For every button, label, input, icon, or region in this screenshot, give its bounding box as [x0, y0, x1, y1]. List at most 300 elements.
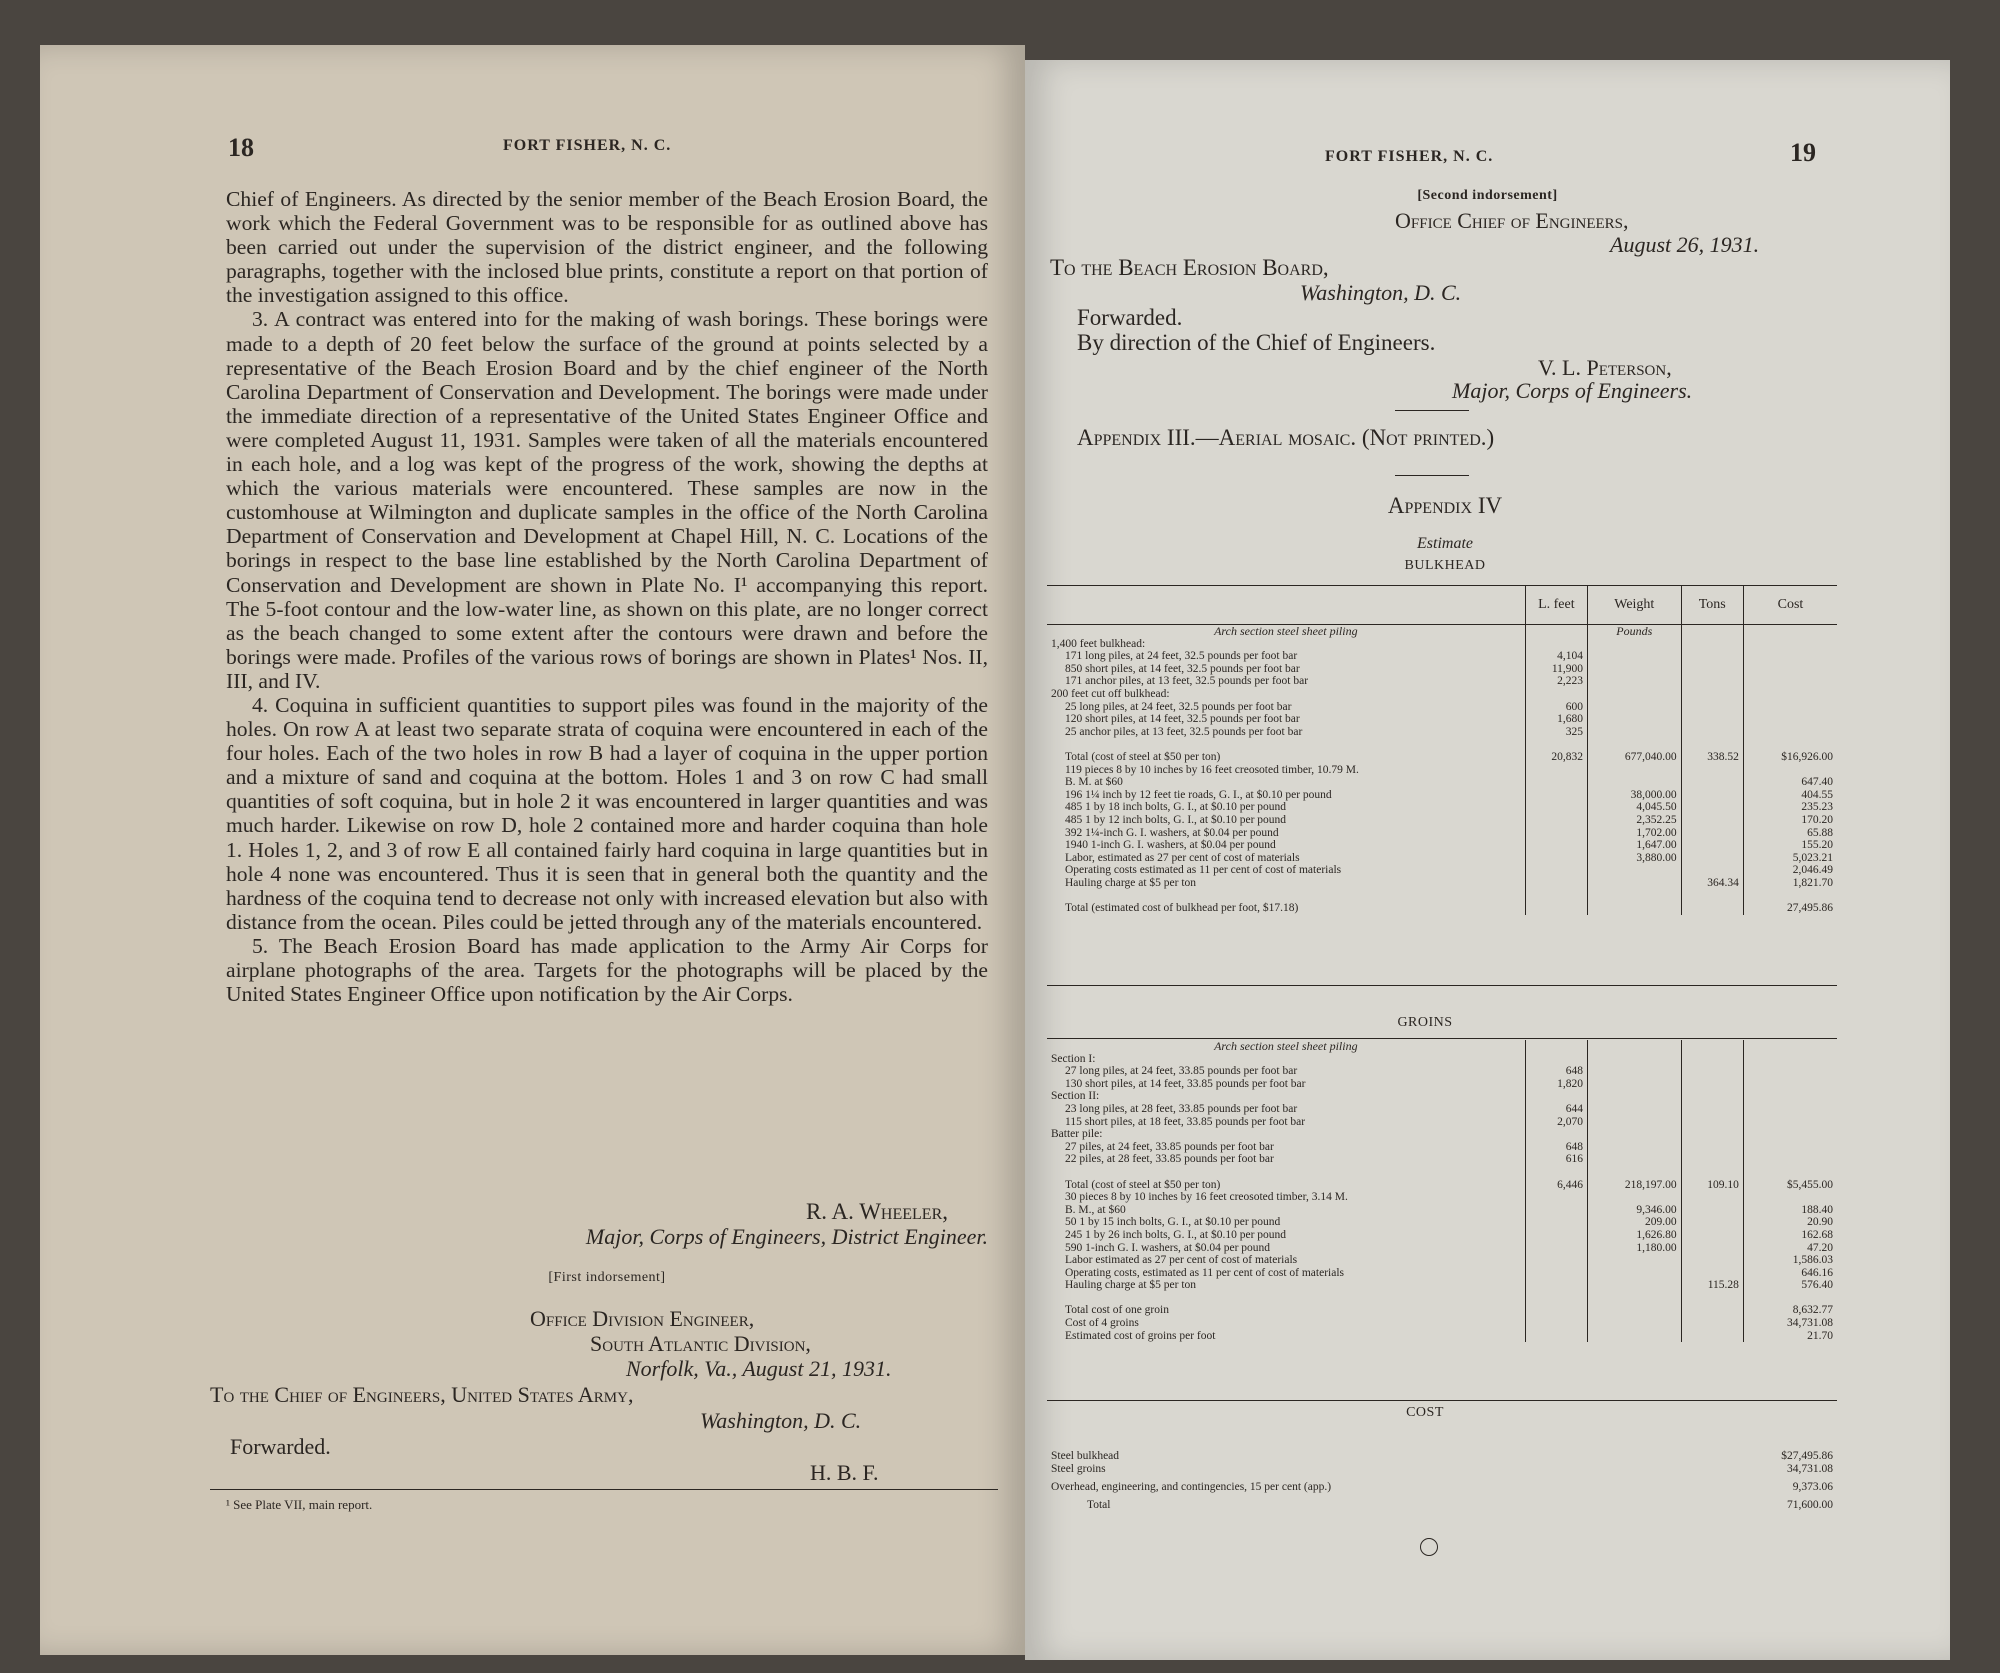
- bulkhead-cell-label: 1,400 feet bulkhead:: [1051, 637, 1146, 650]
- groin-cell-cost: [1743, 1116, 1837, 1129]
- groin-cell-label: [1047, 1166, 1525, 1179]
- bulkhead-cell-lf: [1525, 877, 1587, 890]
- bulkhead-row: [1047, 827, 1837, 840]
- groin-cell-lf: [1525, 1216, 1587, 1229]
- bulkhead-cell-cost: [1743, 713, 1837, 726]
- groin-cell-label: Hauling charge at $5 per ton: [1065, 1279, 1197, 1292]
- bulkhead-cell-label: Hauling charge at $5 per ton: [1065, 876, 1197, 889]
- groin-row: [1047, 1242, 1837, 1255]
- groin-cell-lf: 6,446: [1525, 1179, 1587, 1192]
- groin-row: [1047, 1304, 1837, 1317]
- groin-cell-label: Total cost of one groin: [1065, 1304, 1169, 1317]
- col-header-weight: Weight: [1588, 586, 1682, 625]
- groin-cell-cost: [1743, 1141, 1837, 1154]
- bulkhead-cell-tons: [1681, 814, 1743, 827]
- groin-cell-cost: 8,632.77: [1743, 1304, 1837, 1317]
- groin-row: [1047, 1153, 1837, 1166]
- bulkhead-cell-lf: [1525, 801, 1587, 814]
- col-header-cost: Cost: [1743, 586, 1837, 625]
- groin-cell-tons: [1681, 1166, 1743, 1179]
- section-title-row: [1047, 625, 1837, 638]
- cost-row: [1047, 1450, 1837, 1463]
- groin-cell-cost: [1743, 1103, 1837, 1116]
- groin-cell-cost: [1743, 1166, 1837, 1179]
- bulkhead-cell-wt: [1588, 638, 1682, 651]
- bulkhead-cell-wt: [1588, 877, 1682, 890]
- groin-cell-label: B. M., at $60: [1065, 1203, 1126, 1216]
- running-head: FORT FISHER, N. C.: [503, 137, 672, 154]
- groin-cell-wt: [1588, 1267, 1682, 1280]
- cost-value: 9,373.06: [1792, 1480, 1833, 1493]
- groin-cell-wt: [1588, 1166, 1682, 1179]
- bulkhead-row: [1047, 852, 1837, 865]
- bulkhead-cell-cost: [1743, 650, 1837, 663]
- groin-cell-wt: 9,346.00: [1588, 1204, 1682, 1217]
- bulkhead-cell-label: 171 anchor piles, at 13 feet, 32.5 pounds per foot bar: [1065, 675, 1309, 688]
- bulkhead-cell-lf: [1525, 902, 1587, 915]
- groins-estimate-table: [1047, 1040, 1837, 1342]
- bulkhead-cell-wt: [1588, 713, 1682, 726]
- bulkhead-cell-lf: [1525, 889, 1587, 902]
- groin-cell-wt: [1588, 1053, 1682, 1066]
- bulkhead-cell-cost: [1743, 638, 1837, 651]
- bulkhead-row: [1047, 776, 1837, 789]
- bulkhead-row: [1047, 764, 1837, 777]
- groin-cell-label: Total (cost of steel at $50 per ton): [1065, 1178, 1221, 1191]
- bulkhead-cell-wt: [1588, 889, 1682, 902]
- bulkhead-cell-lf: [1525, 789, 1587, 802]
- bulkhead-cell-cost: [1743, 889, 1837, 902]
- groin-cell-cost: 188.40: [1743, 1204, 1837, 1217]
- groin-cell-wt: 218,197.00: [1588, 1179, 1682, 1192]
- groin-row: [1047, 1179, 1837, 1192]
- groin-cell-wt: [1588, 1317, 1682, 1330]
- groin-cell-label: 30 pieces 8 by 10 inches by 16 feet creosoted timber, 3.14 M.: [1065, 1191, 1348, 1204]
- groin-cell-wt: [1588, 1330, 1682, 1343]
- bulkhead-cell-lf: [1525, 688, 1587, 701]
- office-name: Office Chief of Engineers,: [1395, 208, 1629, 233]
- bulkhead-cell-wt: [1588, 675, 1682, 688]
- groin-cell-tons: [1681, 1128, 1743, 1141]
- bulkhead-cell-label: B. M. at $60: [1065, 776, 1123, 789]
- paragraph-5: 5. The Beach Erosion Board has made application to the Army Air Corps for airplane photographs of the area. Targets for the photographs will be placed by the United States Engineer Office upon notification by the Air Corps.: [226, 933, 988, 1007]
- cost-rule: [1047, 1400, 1837, 1401]
- bulkhead-cell-lf: 2,223: [1525, 675, 1587, 688]
- groin-cell-lf: [1525, 1090, 1587, 1103]
- groin-cell-tons: [1681, 1267, 1743, 1280]
- groin-cell-wt: [1588, 1090, 1682, 1103]
- bulkhead-row: [1047, 701, 1837, 714]
- first-indorsement-label: [First indorsement]: [548, 1270, 666, 1285]
- bulkhead-row: [1047, 839, 1837, 852]
- bulkhead-cell-lf: 1,680: [1525, 713, 1587, 726]
- bulkhead-cell-label: [1047, 738, 1525, 751]
- bulkhead-cell-label: 120 short piles, at 14 feet, 32.5 pounds per foot bar: [1065, 713, 1300, 726]
- estimate-subtitle: Estimate: [1417, 535, 1473, 552]
- groin-cell-label: [1047, 1292, 1525, 1305]
- bulkhead-cell-wt: 2,352.25: [1588, 814, 1682, 827]
- groin-cell-lf: 644: [1525, 1103, 1587, 1116]
- groin-row: [1047, 1065, 1837, 1078]
- signature-title: Major, Corps of Engineers, District Engineer.: [585, 1224, 988, 1249]
- groin-cell-lf: [1525, 1191, 1587, 1204]
- signature-name: R. A. Wheeler,: [805, 1199, 948, 1224]
- bulkhead-cell-cost: 5,023.21: [1743, 852, 1837, 865]
- blank-header-cell: [1047, 586, 1525, 625]
- bulkhead-cell-cost: [1743, 701, 1837, 714]
- groin-cell-wt: [1588, 1254, 1682, 1267]
- appendix-4-title: Appendix IV: [1387, 493, 1503, 518]
- bulkhead-cell-label: Total (cost of steel at $50 per ton): [1065, 750, 1221, 763]
- groin-cell-lf: 616: [1525, 1153, 1587, 1166]
- table-header-row: [1047, 586, 1837, 625]
- groin-cell-tons: [1681, 1330, 1743, 1343]
- groin-cell-cost: 576.40: [1743, 1279, 1837, 1292]
- right-page: [1025, 60, 1950, 1660]
- groin-cell-lf: [1525, 1330, 1587, 1343]
- groin-cell-tons: [1681, 1317, 1743, 1330]
- groin-cell-tons: [1681, 1065, 1743, 1078]
- bulkhead-cell-label: 200 feet cut off bulkhead:: [1051, 687, 1170, 700]
- bulkhead-cell-tons: [1681, 852, 1743, 865]
- to-place: Washington, D. C.: [700, 1408, 862, 1433]
- groin-cell-cost: 47.20: [1743, 1242, 1837, 1255]
- bulkhead-cell-cost: [1743, 738, 1837, 751]
- groin-row: [1047, 1053, 1837, 1066]
- bulkhead-row: [1047, 713, 1837, 726]
- office-line-3: Norfolk, Va., August 21, 1931.: [626, 1356, 892, 1381]
- groin-cell-label: 130 short piles, at 14 feet, 33.85 pounds per foot bar: [1065, 1077, 1306, 1090]
- bulkhead-cell-tons: [1681, 688, 1743, 701]
- paragraph-intro: Chief of Engineers. As directed by the senior member of the Beach Erosion Board, the work which the Federal Government was to be responsible for as outlined above has been carried out under the supervision of the district engineer, and the following paragraphs, together with the inclosed blue prints, constitute a report on that portion of the investigation assigned to this office.: [226, 187, 988, 308]
- groin-cell-label: Estimated cost of groins per foot: [1065, 1329, 1216, 1342]
- cost-row: [1047, 1463, 1837, 1476]
- bulkhead-cell-tons: [1681, 902, 1743, 915]
- groin-row: [1047, 1254, 1837, 1267]
- bulkhead-row: [1047, 751, 1837, 764]
- groin-cell-tons: [1681, 1242, 1743, 1255]
- groin-cell-tons: [1681, 1304, 1743, 1317]
- groin-row: [1047, 1229, 1837, 1242]
- groin-cell-wt: [1588, 1292, 1682, 1305]
- groin-row: [1047, 1292, 1837, 1305]
- groin-cell-label: 22 piles, at 28 feet, 33.85 pounds per foot bar: [1065, 1153, 1274, 1166]
- groin-cell-label: 23 long piles, at 28 feet, 33.85 pounds per foot bar: [1065, 1102, 1298, 1115]
- bulkhead-cell-wt: [1588, 688, 1682, 701]
- bulkhead-cell-wt: 677,040.00: [1588, 751, 1682, 764]
- bulkhead-cell-label: 850 short piles, at 14 feet, 32.5 pounds per foot bar: [1065, 662, 1300, 675]
- bulkhead-cell-tons: [1681, 827, 1743, 840]
- cost-heading: COST: [1406, 1405, 1444, 1420]
- groin-row: [1047, 1128, 1837, 1141]
- bulkhead-cell-tons: [1681, 889, 1743, 902]
- groin-cell-wt: [1588, 1116, 1682, 1129]
- bulkhead-cell-wt: 1,647.00: [1588, 839, 1682, 852]
- bulkhead-cell-label: 25 long piles, at 24 feet, 32.5 pounds per foot bar: [1065, 700, 1292, 713]
- groin-row: [1047, 1116, 1837, 1129]
- groin-cell-label: Batter pile:: [1051, 1128, 1103, 1141]
- bulkhead-cell-lf: 325: [1525, 726, 1587, 739]
- bulkhead-cell-tons: 364.34: [1681, 877, 1743, 890]
- bulkhead-row: [1047, 688, 1837, 701]
- bulkhead-row: [1047, 864, 1837, 877]
- groin-cell-cost: [1743, 1053, 1837, 1066]
- to-line: To the Beach Erosion Board,: [1050, 255, 1329, 280]
- groin-cell-tons: [1681, 1116, 1743, 1129]
- bulkhead-cell-lf: [1525, 814, 1587, 827]
- groin-cell-cost: [1743, 1065, 1837, 1078]
- bulkhead-cell-label: 25 anchor piles, at 13 feet, 32.5 pounds per foot bar: [1065, 725, 1303, 738]
- bulkhead-cell-lf: [1525, 764, 1587, 777]
- bulkhead-cell-label: [1047, 889, 1525, 902]
- groin-cell-wt: 1,626.80: [1588, 1229, 1682, 1242]
- forwarded-text: Forwarded.: [230, 1434, 331, 1459]
- groin-cell-label: 50 1 by 15 inch bolts, G. I., at $0.10 per pound: [1065, 1216, 1281, 1229]
- bulkhead-row: [1047, 801, 1837, 814]
- bulkhead-cell-wt: [1588, 764, 1682, 777]
- groin-cell-cost: [1743, 1128, 1837, 1141]
- left-page: [40, 45, 1025, 1655]
- groin-cell-cost: [1743, 1090, 1837, 1103]
- groin-cell-tons: [1681, 1229, 1743, 1242]
- left-body-text: [226, 187, 988, 1006]
- bulkhead-cell-cost: [1743, 726, 1837, 739]
- footnote-rule: [210, 1489, 998, 1490]
- cost-label: Overhead, engineering, and contingencies, 15 per cent (app.): [1051, 1480, 1332, 1493]
- groin-cell-lf: [1525, 1317, 1587, 1330]
- bulkhead-cell-tons: [1681, 738, 1743, 751]
- groin-cell-lf: [1525, 1267, 1587, 1280]
- bulkhead-cell-lf: [1525, 839, 1587, 852]
- groin-cell-lf: [1525, 1204, 1587, 1217]
- bulkhead-row: [1047, 789, 1837, 802]
- bulkhead-cell-cost: 27,495.86: [1743, 902, 1837, 915]
- groin-cell-wt: [1588, 1128, 1682, 1141]
- bulkhead-cell-lf: 11,900: [1525, 663, 1587, 676]
- groin-cell-lf: [1525, 1254, 1587, 1267]
- groin-cell-tons: [1681, 1153, 1743, 1166]
- bulkhead-cell-tons: [1681, 701, 1743, 714]
- groin-cell-cost: 21.70: [1743, 1330, 1837, 1343]
- bulkhead-cell-tons: [1681, 650, 1743, 663]
- office-line-1: Office Division Engineer,: [530, 1306, 755, 1331]
- bulkhead-cell-wt: [1588, 776, 1682, 789]
- bulkhead-cell-cost: [1743, 688, 1837, 701]
- bulkhead-cell-wt: 3,880.00: [1588, 852, 1682, 865]
- signature-name: V. L. Peterson,: [1538, 355, 1672, 380]
- groin-cell-label: 27 piles, at 24 feet, 33.85 pounds per foot bar: [1065, 1140, 1274, 1153]
- bulkhead-cell-label: 485 1 by 12 inch bolts, G. I., at $0.10 per pound: [1065, 813, 1287, 826]
- cost-label: Steel groins: [1051, 1462, 1106, 1475]
- bulkhead-cell-lf: [1525, 864, 1587, 877]
- bulkhead-cell-cost: 1,821.70: [1743, 877, 1837, 890]
- bulkhead-cell-tons: [1681, 726, 1743, 739]
- cost-label: Steel bulkhead: [1051, 1450, 1120, 1462]
- to-place: Washington, D. C.: [1300, 280, 1462, 305]
- forwarded-text: Forwarded.: [1077, 305, 1183, 330]
- circle-mark: [1420, 1538, 1438, 1556]
- initials: H. B. F.: [810, 1460, 879, 1485]
- groin-cell-wt: [1588, 1153, 1682, 1166]
- bulkhead-cell-tons: [1681, 663, 1743, 676]
- groin-rows: [1047, 1053, 1837, 1343]
- groin-cell-tons: [1681, 1141, 1743, 1154]
- groin-cell-wt: [1588, 1279, 1682, 1292]
- groin-row: [1047, 1317, 1837, 1330]
- groin-cell-label: Operating costs, estimated as 11 per cent of cost of materials: [1065, 1266, 1344, 1279]
- col-header-lfeet: L. feet: [1525, 586, 1587, 625]
- groin-cell-cost: 34,731.08: [1743, 1317, 1837, 1330]
- bulkhead-cell-tons: [1681, 713, 1743, 726]
- bulkhead-row: [1047, 877, 1837, 890]
- bulkhead-cell-lf: 20,832: [1525, 751, 1587, 764]
- bulkhead-row: [1047, 650, 1837, 663]
- groin-row: [1047, 1090, 1837, 1103]
- groin-cell-label: 245 1 by 26 inch bolts, G. I., at $0.10 per pound: [1065, 1228, 1287, 1241]
- bulkhead-cell-tons: [1681, 839, 1743, 852]
- bulkhead-cell-wt: [1588, 650, 1682, 663]
- bulkhead-cell-wt: [1588, 663, 1682, 676]
- groin-row: [1047, 1216, 1837, 1229]
- col-header-tons: Tons: [1681, 586, 1743, 625]
- cost-summary-table: [1047, 1450, 1837, 1512]
- groin-cell-lf: [1525, 1292, 1587, 1305]
- groin-cell-tons: [1681, 1053, 1743, 1066]
- bulkhead-cell-cost: [1743, 764, 1837, 777]
- bulkhead-cell-lf: [1525, 852, 1587, 865]
- cost-rows: [1047, 1450, 1837, 1512]
- groin-cell-cost: [1743, 1191, 1837, 1204]
- groin-cell-cost: [1743, 1292, 1837, 1305]
- groin-row: [1047, 1204, 1837, 1217]
- groin-cell-label: Section I:: [1051, 1052, 1096, 1065]
- groin-cell-tons: [1681, 1078, 1743, 1091]
- bulkhead-cell-cost: 170.20: [1743, 814, 1837, 827]
- bulkhead-row: [1047, 902, 1837, 915]
- groin-row: [1047, 1330, 1837, 1343]
- groins-rule-2: [1047, 1038, 1837, 1039]
- paragraph-3: 3. A contract was entered into for the making of wash borings. These borings were made to a depth of 20 feet below the surface of the ground at points selected by a representative of the Beach Erosion Board and by the chief engineer of the North Carolina Department of Conservation and Development. The borings were made under the immediate direction of a representative of the United States Engineer Office and were completed August 11, 1931. Samples were taken of all the materials encountered in each hole, and a log was kept of the progress of the work, showing the depths at which the various materials were encountered. These samples are now in the customhouse at Wilmington and duplicate samples in the office of the North Carolina Department of Conservation and Development at Chapel Hill, N. C. Locations of the borings in respect to the base line established by the North Carolina Department of Conservation and Development are shown in Plate No. I¹ accompanying this report. The 5-foot contour and the low-water line, as shown on this plate, are no longer correct as the beach changed to some extent after the contours were drawn and before the borings were made. Profiles of the various rows of borings are shown in Plates¹ Nos. II, III, and IV.: [226, 307, 988, 693]
- second-indorsement-label: [Second indorsement]: [1417, 188, 1558, 203]
- bulkhead-cell-lf: 600: [1525, 701, 1587, 714]
- bulkhead-cell-cost: 155.20: [1743, 839, 1837, 852]
- bulkhead-cell-tons: [1681, 638, 1743, 651]
- groin-row: [1047, 1141, 1837, 1154]
- bulkhead-cell-tons: [1681, 789, 1743, 802]
- groin-row: [1047, 1191, 1837, 1204]
- groin-cell-wt: 1,180.00: [1588, 1242, 1682, 1255]
- bulkhead-cell-lf: 4,104: [1525, 650, 1587, 663]
- bulkhead-cell-cost: 65.88: [1743, 827, 1837, 840]
- divider: [1395, 410, 1469, 411]
- bulkhead-cell-lf: [1525, 776, 1587, 789]
- groin-cell-wt: [1588, 1078, 1682, 1091]
- bulkhead-row: [1047, 814, 1837, 827]
- cost-row: [1047, 1499, 1837, 1512]
- groin-cell-tons: [1681, 1216, 1743, 1229]
- bulkhead-cell-label: 485 1 by 18 inch bolts, G. I., at $0.10 per pound: [1065, 801, 1287, 814]
- groin-cell-tons: [1681, 1191, 1743, 1204]
- groin-cell-lf: 648: [1525, 1065, 1587, 1078]
- bulkhead-cell-label: Total (estimated cost of bulkhead per foot, $17.18): [1065, 902, 1299, 915]
- groin-cell-lf: [1525, 1128, 1587, 1141]
- section-title: Arch section steel sheet piling: [1214, 624, 1358, 638]
- bulkhead-cell-label: 171 long piles, at 24 feet, 32.5 pounds per foot bar: [1065, 650, 1298, 663]
- bulkhead-cell-label: 392 1¼-inch G. I. washers, at $0.04 per pound: [1065, 826, 1279, 839]
- bulkhead-row: [1047, 889, 1837, 902]
- groin-row: [1047, 1166, 1837, 1179]
- bulkhead-row: [1047, 638, 1837, 651]
- groin-cell-lf: [1525, 1053, 1587, 1066]
- groin-row: [1047, 1267, 1837, 1280]
- bulkhead-cell-wt: [1588, 701, 1682, 714]
- bulkhead-cell-tons: [1681, 764, 1743, 777]
- pounds-label: Pounds: [1588, 625, 1682, 638]
- bulkhead-cell-lf: [1525, 827, 1587, 840]
- bulkhead-estimate-table: [1047, 585, 1837, 915]
- bulkhead-cell-cost: [1743, 663, 1837, 676]
- bulkhead-rows: [1047, 638, 1837, 915]
- section-title: Arch section steel sheet piling: [1214, 1039, 1358, 1053]
- groin-cell-tons: [1681, 1090, 1743, 1103]
- groin-cell-cost: 20.90: [1743, 1216, 1837, 1229]
- bulkhead-row: [1047, 675, 1837, 688]
- groin-row: [1047, 1078, 1837, 1091]
- groin-cell-tons: [1681, 1204, 1743, 1217]
- groins-heading: GROINS: [1397, 1015, 1453, 1030]
- bulkhead-cell-wt: 38,000.00: [1588, 789, 1682, 802]
- appendix-3-text: Appendix III.—Aerial mosaic. (Not printed.): [1077, 425, 1495, 450]
- bulkhead-cell-wt: [1588, 902, 1682, 915]
- groin-cell-tons: [1681, 1254, 1743, 1267]
- groin-cell-wt: [1588, 1103, 1682, 1116]
- bulkhead-row: [1047, 726, 1837, 739]
- groin-cell-wt: [1588, 1141, 1682, 1154]
- groins-rule: [1047, 985, 1837, 986]
- bulkhead-row: [1047, 663, 1837, 676]
- groin-cell-wt: [1588, 1191, 1682, 1204]
- groin-cell-cost: $5,455.00: [1743, 1179, 1837, 1192]
- bulkhead-cell-wt: [1588, 726, 1682, 739]
- groin-cell-cost: [1743, 1078, 1837, 1091]
- groin-cell-tons: 115.28: [1681, 1279, 1743, 1292]
- groin-cell-wt: 209.00: [1588, 1216, 1682, 1229]
- groin-cell-label: 27 long piles, at 24 feet, 33.85 pounds per foot bar: [1065, 1065, 1298, 1078]
- bulkhead-cell-cost: $16,926.00: [1743, 751, 1837, 764]
- bulkhead-cell-tons: [1681, 864, 1743, 877]
- groin-cell-wt: [1588, 1304, 1682, 1317]
- groin-cell-lf: 2,070: [1525, 1116, 1587, 1129]
- bulkhead-cell-label: Operating costs estimated as 11 per cent of cost of materials: [1065, 864, 1342, 877]
- bulkhead-cell-wt: [1588, 738, 1682, 751]
- signature-title: Major, Corps of Engineers.: [1452, 378, 1693, 403]
- bulkhead-cell-wt: 1,702.00: [1588, 827, 1682, 840]
- bulkhead-cell-tons: [1681, 675, 1743, 688]
- groin-cell-cost: [1743, 1153, 1837, 1166]
- groin-cell-tons: [1681, 1292, 1743, 1305]
- groin-cell-tons: 109.10: [1681, 1179, 1743, 1192]
- bulkhead-row: [1047, 738, 1837, 751]
- groin-cell-label: Labor estimated as 27 per cent of cost of materials: [1065, 1254, 1298, 1267]
- groin-cell-tons: [1681, 1103, 1743, 1116]
- cost-row: [1047, 1475, 1837, 1499]
- groin-cell-lf: [1525, 1242, 1587, 1255]
- bulkhead-cell-cost: 2,046.49: [1743, 864, 1837, 877]
- indorsement-date: August 26, 1931.: [1610, 232, 1760, 257]
- bulkhead-cell-cost: 404.55: [1743, 789, 1837, 802]
- groin-cell-lf: [1525, 1279, 1587, 1292]
- bulkhead-cell-label: 119 pieces 8 by 10 inches by 16 feet creosoted timber, 10.79 M.: [1065, 763, 1359, 776]
